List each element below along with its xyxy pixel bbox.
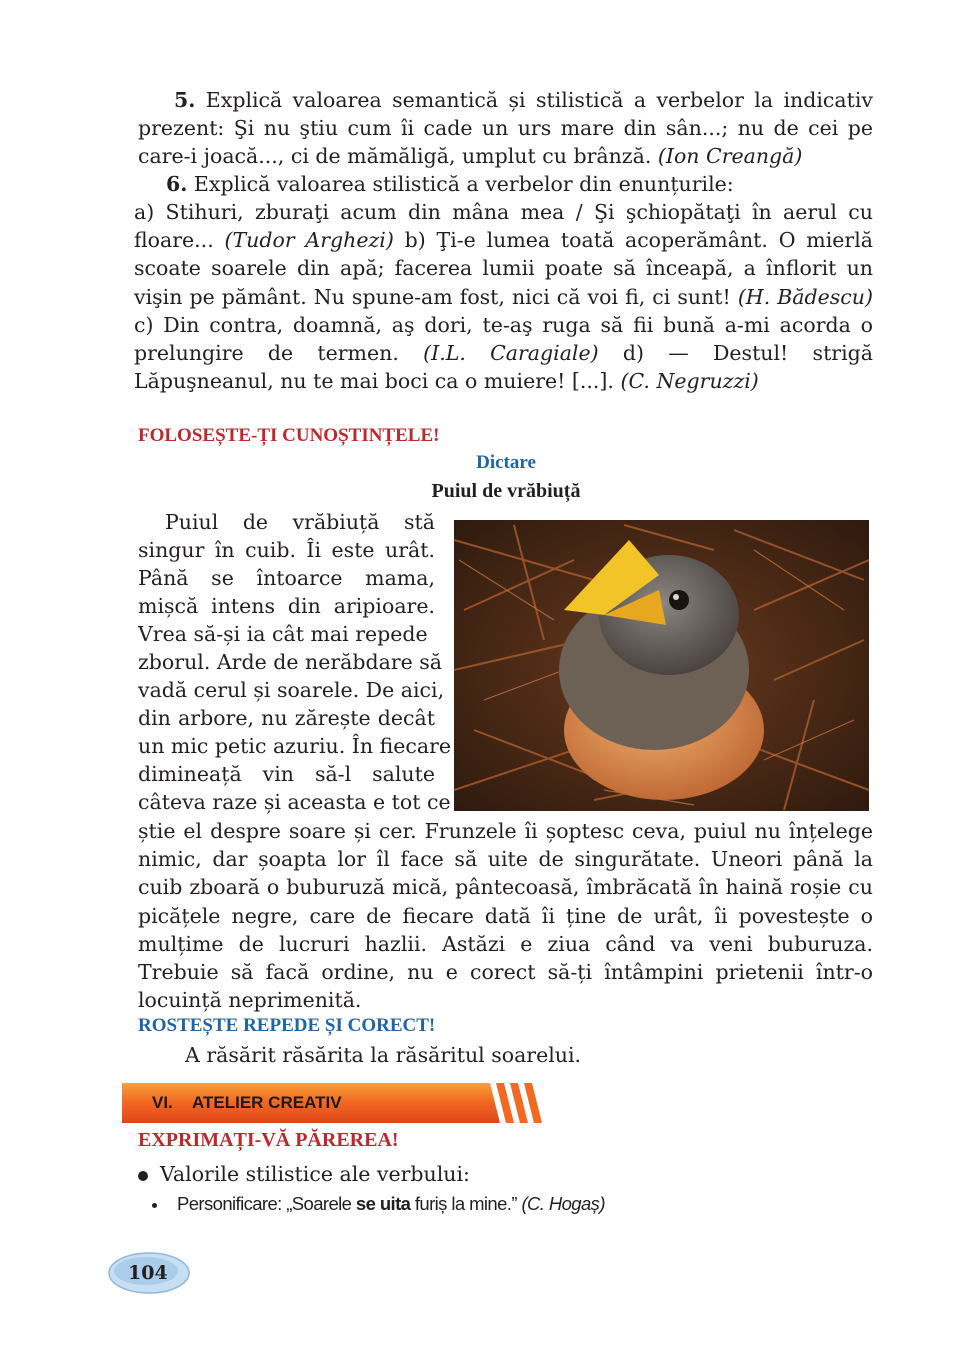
dictation-label: Dictare: [476, 452, 536, 473]
example-emphasis: se uita: [355, 1193, 411, 1214]
item-b: b) Ţi-e lumea toată acoperământ. O mierlă scoate soarele din apă; facerea lumii poate să înceapă, a înflorit un vişin pe pământ. Nu spune-am fost, nici că voi fi, ci sunt!: [134, 228, 873, 309]
dictation-line: Vrea să-și ia cât mai repede: [138, 622, 428, 646]
bullet-dot-icon: [138, 1171, 148, 1181]
bullet-item: [138, 1160, 470, 1188]
dictation-line: Puiul de vrăbiuță stă: [165, 510, 435, 534]
dictation-line: câteva raze și aceasta e tot ce: [138, 790, 451, 814]
section-heading-knowledge: FOLOSEȘTE-ȚI CUNOȘTINȚELE!: [138, 425, 440, 446]
exercise-text: Explică valoarea semantică și stilistică a verbelor la indicativ prezent: Şi nu ştiu cum îi cade un urs mare din sân...; nu de cei pe care-i joacă..., ci de mămăligă, umplut cu brânză.: [138, 88, 873, 169]
dictation-line: zborul. Arde de nerăbdare să: [138, 650, 443, 674]
dictation-line: un mic petic azuriu. În fiecare: [138, 734, 452, 758]
tongue-twister: A răsărit răsărita la răsăritul soarelui.: [185, 1043, 582, 1067]
section-banner: [122, 1083, 542, 1123]
banner-title: ATELIER CREATIV: [192, 1093, 342, 1112]
exercise-text: Explică valoarea stilistică a verbelor din enunțurile:: [187, 172, 734, 196]
page-number: 104: [128, 1262, 168, 1284]
exercise-number: 5.: [174, 88, 196, 112]
dictation-line: mișcă intens din aripioare.: [138, 594, 435, 618]
exercise-6-heading: [138, 170, 873, 198]
sub-bullet-item: [152, 1190, 605, 1218]
bullet-text: Valorile stilistice ale verbului:: [160, 1162, 470, 1186]
section-heading-tongue-twister: ROSTEȘTE REPEDE ȘI CORECT!: [138, 1015, 436, 1036]
item-a: a) Stihuri, zburaţi acum din mâna mea / Şi şchiopătaţi în aerul cu floare...: [134, 200, 873, 253]
citation: (Tudor Arghezi): [224, 228, 394, 253]
exercise-number: 6.: [166, 172, 188, 196]
citation: (C. Negruzzi): [620, 369, 759, 394]
citation: (Ion Creangă): [657, 144, 803, 169]
example-suffix: furiș la mine.”: [410, 1193, 522, 1214]
exercise-5: [138, 86, 873, 171]
dictation-continued: știe el despre soare și cer. Frunzele îi șoptesc ceva, puiul nu înțelege nimic, dar șoapta lor îl face să uite de singurătate. Uneori până la cuib zboară o buburuză mică, pântecoasă, îmbrăcată în haină roșie cu picățele negre, care de fiecare dată îi ține de urât, îi povestește o mulțime de lucruri hazlii. Astăzi e ziua când va veni buburuza. Trebuie să facă ordine, nu e corect să-ți întâmpini prietenii într-o locuință neprimenită.: [138, 819, 873, 1013]
citation: (C. Hogaș): [521, 1193, 605, 1214]
dictation-line: vadă cerul și soarele. De aici,: [138, 678, 445, 702]
item-d: d) — Destul! strigă Lăpuşneanul, nu te mai boci ca o muiere! [...].: [134, 341, 874, 394]
page-number-badge: [108, 1249, 190, 1295]
citation: (H. Bădescu): [737, 284, 873, 309]
dictation-line: Până se întoarce mama,: [138, 566, 435, 590]
citation: (I.L. Caragiale): [423, 341, 599, 366]
dictation-line: singur în cuib. Îi este urât.: [138, 538, 435, 562]
example-prefix: Personificare: „Soarele: [177, 1193, 356, 1214]
dictation-line: din arbore, nu zărește decât: [138, 706, 435, 730]
sparrow-chick-photo: [454, 520, 869, 811]
dictation-line: dimineață vin să-l salute: [138, 762, 435, 786]
item-c: c) Din contra, doamnă, aş dori, te-aş ruga să fii bună a-mi acorda o prelungire de termen.: [134, 312, 873, 366]
banner-number: VI.: [152, 1093, 173, 1112]
exercise-6-body: [134, 198, 873, 395]
dictation-title: Puiul de vrăbiuță: [431, 480, 581, 502]
section-heading-opinion: EXPRIMAȚI-VĂ PĂREREA!: [138, 1129, 399, 1151]
sub-bullet-dot-icon: [152, 1203, 157, 1208]
